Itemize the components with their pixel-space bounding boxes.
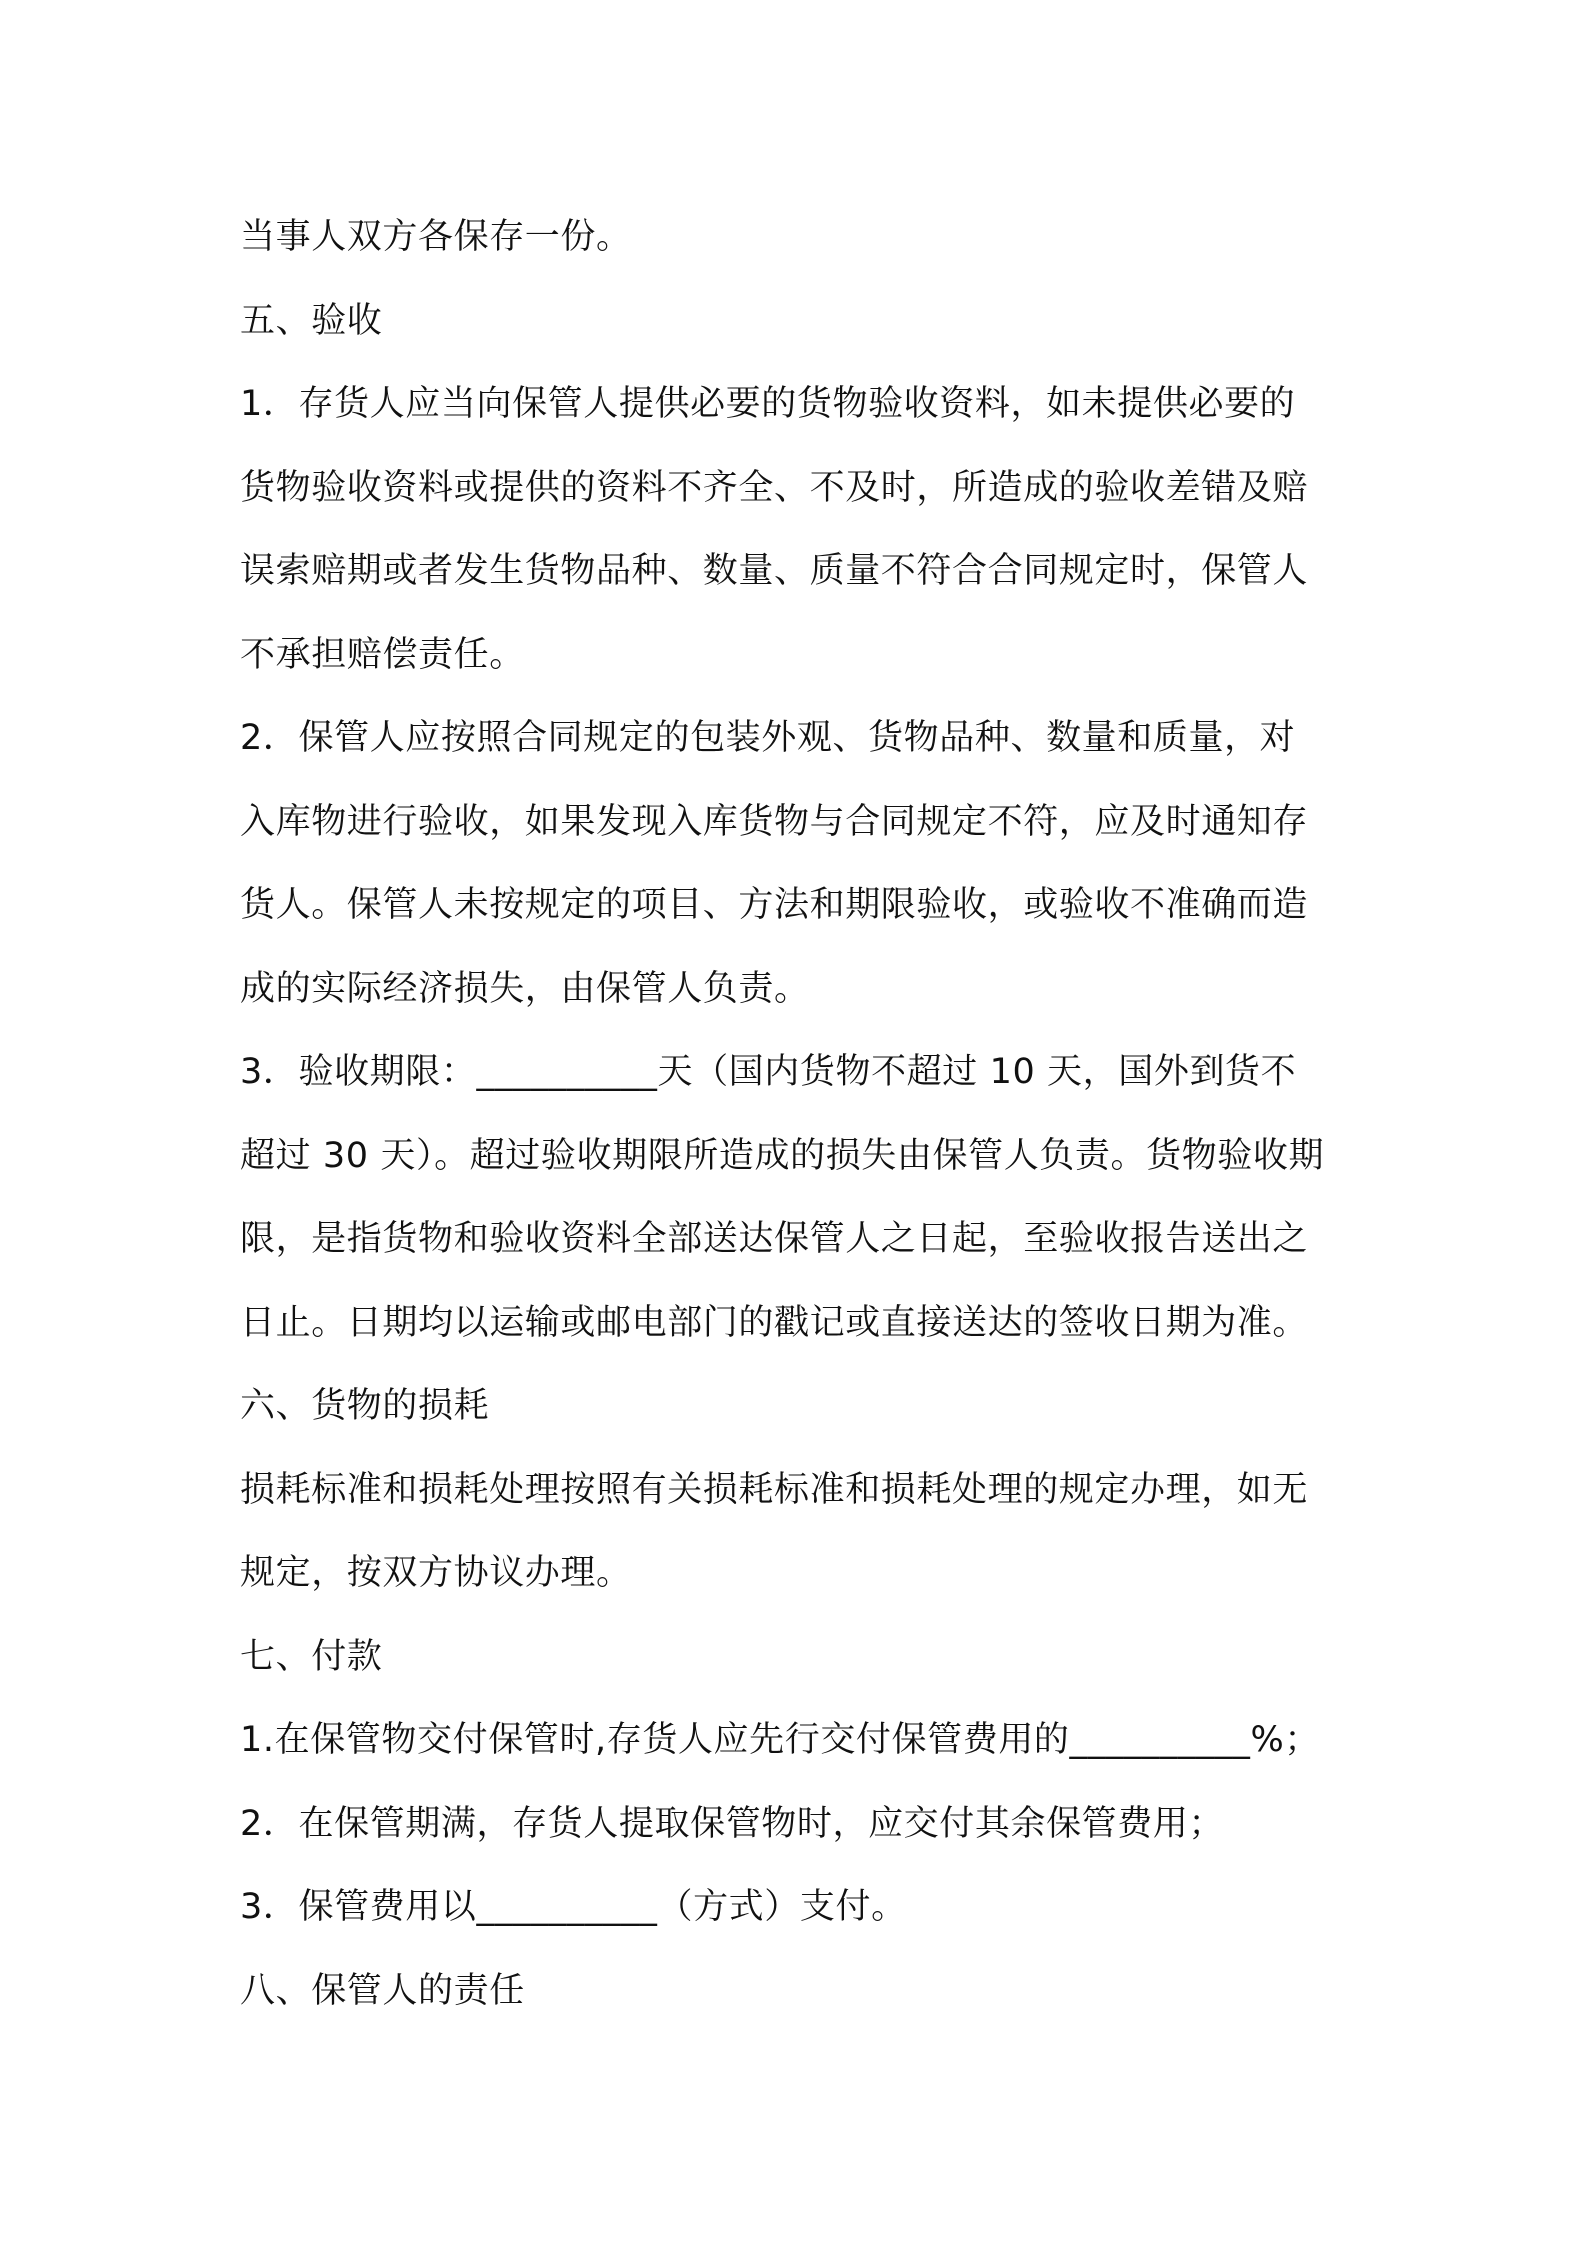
- text-line-acceptance-period: 3．验收期限：__________天（国内货物不超过 10 天，国外到货不: [240, 1052, 1297, 1092]
- text-line: 货物验收资料或提供的资料不齐全、不及时，所造成的验收差错及赔: [240, 467, 1309, 508]
- section-heading-custodian-duty: 八、保管人的责任: [240, 1970, 525, 2011]
- text-line-payment-method: 3．保管费用以__________（方式）支付。: [240, 1887, 907, 1927]
- text-line: 超过 30 天）。超过验收期限所造成的损失由保管人负责。货物验收期: [240, 1135, 1325, 1176]
- text-line: 2．保管人应按照合同规定的包装外观、货物品种、数量和质量，对: [240, 718, 1296, 758]
- text-line: 规定，按双方协议办理。: [240, 1553, 632, 1593]
- text-line: 2．在保管期满，存货人提取保管物时，应交付其余保管费用；: [240, 1803, 1225, 1844]
- text-line: 成的实际经济损失，由保管人负责。: [240, 968, 810, 1009]
- text-line: 不承担赔偿责任。: [240, 634, 525, 675]
- text-line: 损耗标准和损耗处理按照有关损耗标准和损耗处理的规定办理，如无: [240, 1469, 1309, 1510]
- text-line: 限，是指货物和验收资料全部送达保管人之日起，至验收报告送出之: [240, 1219, 1309, 1259]
- section-heading-loss: 六、货物的损耗: [240, 1386, 490, 1426]
- text-line: 货人。保管人未按规定的项目、方法和期限验收，或验收不准确而造: [240, 885, 1309, 925]
- section-heading-payment: 七、付款: [240, 1636, 383, 1677]
- text-line: 1．存货人应当向保管人提供必要的货物验收资料，如未提供必要的: [240, 384, 1296, 424]
- text-line: 误索赔期或者发生货物品种、数量、质量不符合合同规定时，保管人: [240, 551, 1309, 591]
- section-heading-acceptance: 五、验收: [240, 300, 383, 341]
- text-line: 当事人双方各保存一份。: [240, 217, 632, 257]
- text-line: 入库物进行验收，如果发现入库货物与合同规定不符，应及时通知存: [240, 801, 1309, 842]
- text-line-payment-percent: 1.在保管物交付保管时,存货人应先行交付保管费用的__________%；: [240, 1720, 1320, 1760]
- document-body: [240, 196, 1360, 2033]
- text-line: 日止。日期均以运输或邮电部门的戳记或直接送达的签收日期为准。: [240, 1302, 1309, 1343]
